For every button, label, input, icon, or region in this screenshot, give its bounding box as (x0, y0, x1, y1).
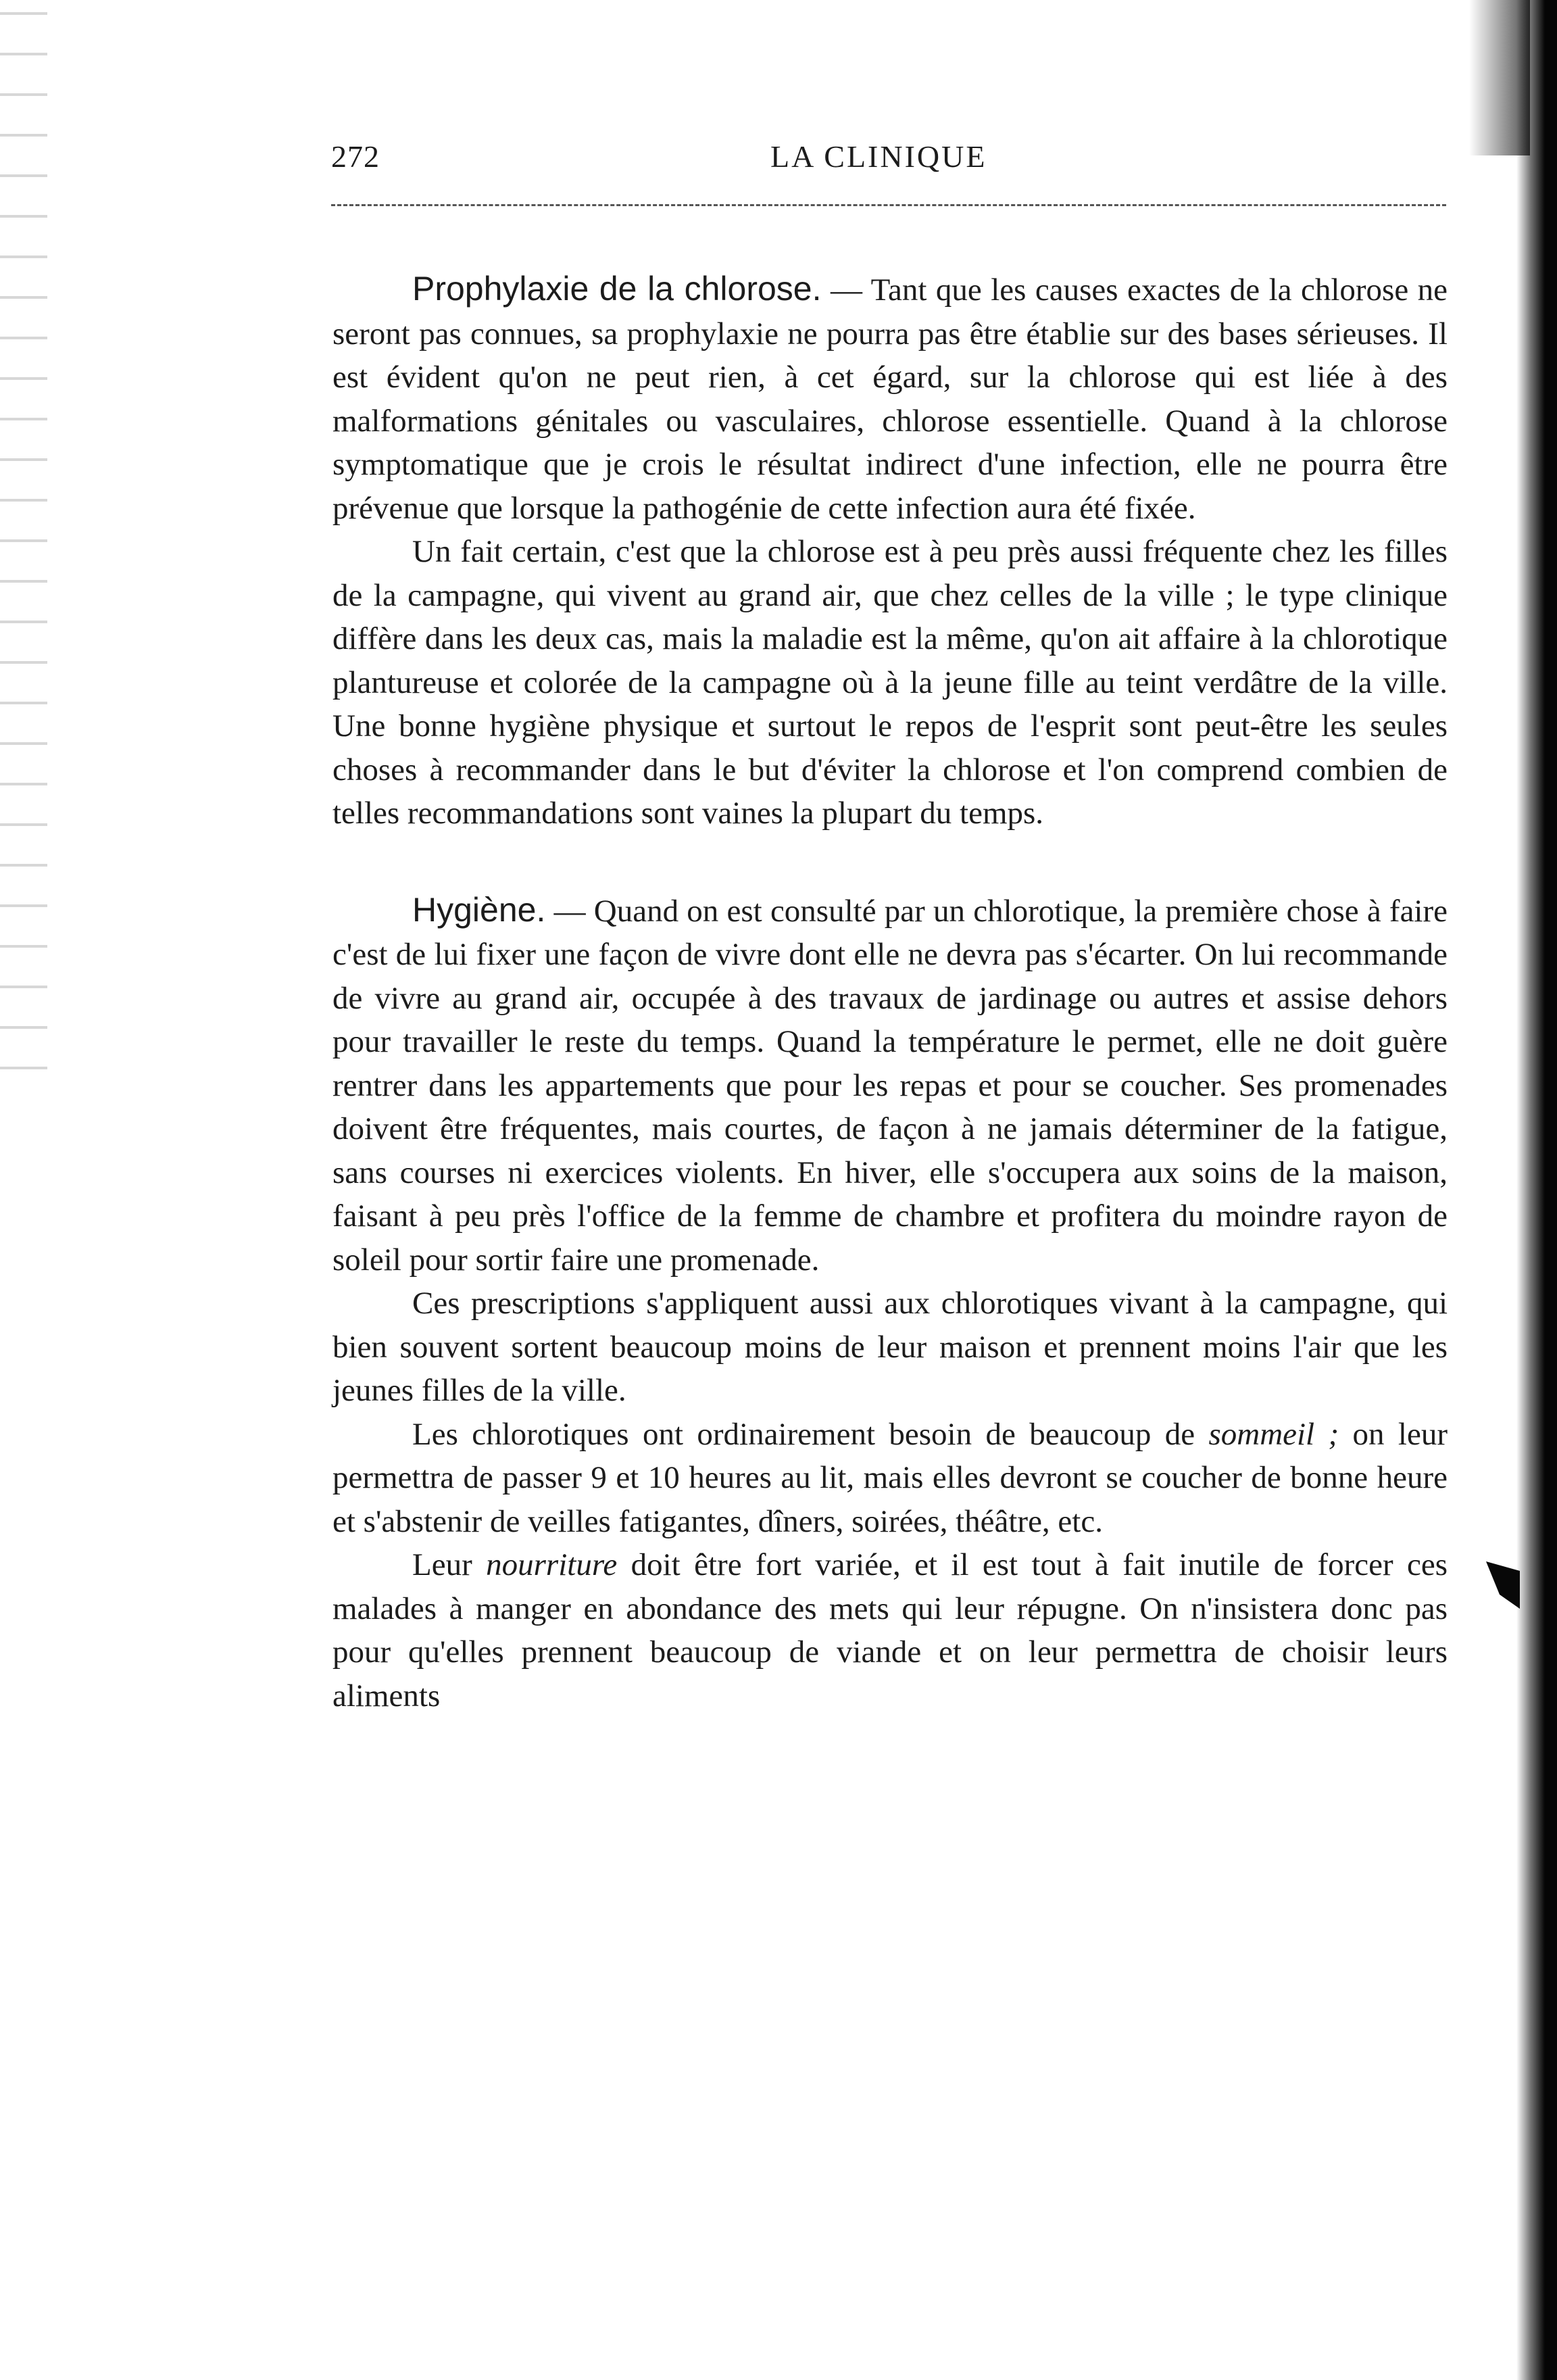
page-number: 272 (331, 139, 380, 174)
section-heading-prophylaxie: Prophylaxie de la chlorose. (412, 270, 822, 308)
section-heading-hygiene: Hygiène. (412, 890, 546, 929)
emphasis-sommeil: sommeil ; (1208, 1416, 1339, 1452)
paragraph-text: Les chlorotiques ont ordinairement besoin de beaucoup de (412, 1416, 1195, 1452)
header-rule (331, 204, 1446, 206)
paragraph (332, 1282, 1448, 1413)
paragraph (332, 1543, 1448, 1718)
page-header (331, 139, 1446, 186)
paragraph-text: on leur permettra de passer 9 et 10 heures au lit, mais elles devront se coucher de bonne heure et s'abstenir de veilles fatigantes, dîners, soirées, théâtre, etc. (332, 1416, 1448, 1539)
emphasis-nourriture: nourriture (486, 1547, 618, 1582)
scan-right-edge (1516, 0, 1557, 2380)
paragraph-text: Un fait certain, c'est que la chlorose est à peu près aussi fréquente chez les filles de la campagne, qui vivent au grand air, que chez celles de la ville ; le type clinique diffère dans les deux cas, mais la maladie est la même, qu'on ait affaire à la chlorotique plantureuse et colorée de la campagne où à la jeune fille au teint verdâtre de la ville. Une bonne hygiène physique et surtout le repos de l'esprit sont peut-être les seules choses à recommander dans le but d'éviter la chlorose et l'on comprend combien de telles recommandations sont vaines la plupart du temps. (332, 534, 1448, 831)
scan-left-edge (0, 0, 47, 1082)
running-title: LA CLINIQUE (770, 139, 987, 174)
paragraph (332, 530, 1448, 835)
paragraph-text: — Tant que les causes exactes de la chlorose ne seront pas connues, sa prophylaxie ne pourra pas être établie sur des bases sérieuses. Il est évident qu'on ne peut rien, à cet égard, sur la chlorose qui est liée à des malformations génitales ou vasculaires, chlorose essentielle. Quand à la chlorose symptomatique que je crois le résultat indirect d'une infection, elle ne pourra être prévenue que lorsque la pathogénie de cette infection aura été fixée. (332, 272, 1448, 526)
paragraph-text: Leur (412, 1547, 472, 1582)
paragraph (332, 888, 1448, 1282)
paragraph-text: Ces prescriptions s'appliquent aussi aux chlorotiques vivant à la campagne, qui bien souvent sortent beaucoup moins de leur maison et prennent moins l'air que les jeunes filles de la ville. (332, 1286, 1448, 1408)
body-text (332, 267, 1448, 1718)
paragraph-text: — Quand on est consulté par un chlorotique, la première chose à faire c'est de lui fixer une façon de vivre dont elle ne devra pas s'écarter. On lui recommande de vivre au grand air, occupée à des travaux de jardinage ou autres et assise dehors pour travailler le reste du temps. Quand la température le permet, elle ne doit guère rentrer dans les appartements que pour les repas et pour se coucher. Ses promenades doivent être fréquentes, mais courtes, de façon à ne jamais déterminer de la fatigue, sans courses ni exercices violents. En hiver, elle s'occupera aux soins de la maison, faisant à peu près l'office de la femme de chambre et profitera du moindre rayon de soleil pour sortir faire une promenade. (332, 893, 1448, 1278)
paragraph (332, 267, 1448, 530)
paragraph-text: doit être fort variée, et il est tout à fait inutile de forcer ces malades à manger en abondance des mets qui leur répugne. On n'insistera donc pas pour qu'elles prennent beaucoup de viande et on leur permettra de choisir leurs aliments (332, 1547, 1448, 1714)
scan-tab-mark (1486, 1561, 1520, 1609)
paragraph (332, 1413, 1448, 1544)
